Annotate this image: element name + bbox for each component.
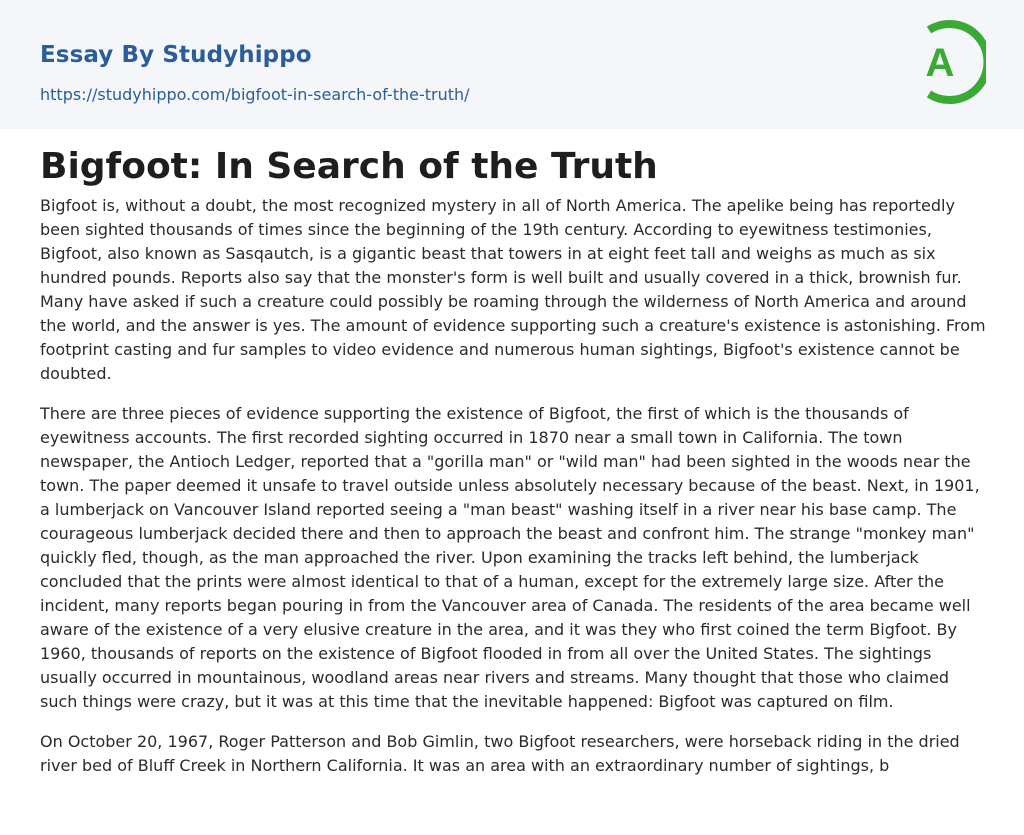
logo-letter: A <box>925 41 955 85</box>
studyhippo-a-logo-icon[interactable] <box>912 18 986 106</box>
essay-body <box>40 194 988 794</box>
essay-paragraph: Bigfoot is, without a doubt, the most recognized mystery in all of North America. The apelike being has reportedly been sighted thousands of times since the beginning of the 19th century. According to eyewitness testimonies, Bigfoot, also known as Sasqautch, is a gigantic beast that towers in at eight feet tall and weighs as much as six hundred pounds. Reports also say that the monster's form is well built and usually covered in a thick, brownish fur. Many have asked if such a creature could possibly be roaming through the wilderness of North America and around the world, and the answer is yes. The amount of evidence supporting such a creature's existence is astonishing. From footprint casting and fur samples to video evidence and numerous human sightings, Bigfoot's existence cannot be doubted. <box>40 196 986 383</box>
brand-title: Essay By Studyhippo <box>40 42 312 68</box>
essay-url-link[interactable]: https://studyhippo.com/bigfoot-in-search-of-the-truth/ <box>40 85 470 104</box>
essay-paragraph: On October 20, 1967, Roger Patterson and Bob Gimlin, two Bigfoot researchers, were horseback riding in the dried river bed of Bluff Creek in Northern California. It was an area with an extraordinary number of sightings, b <box>40 732 960 775</box>
essay-title: Bigfoot: In Search of the Truth <box>40 146 658 187</box>
site-header <box>0 0 1024 129</box>
essay-paragraph: There are three pieces of evidence supporting the existence of Bigfoot, the first of which is the thousands of eyewitness accounts. The first recorded sighting occurred in 1870 near a small town in California. The town newspaper, the Antioch Ledger, reported that a "gorilla man" or "wild man" had been sighted in the woods near the town. The paper deemed it unsafe to travel outside unless absolutely necessary because of the beast. Next, in 1901, a lumberjack on Vancouver Island reported seeing a "man beast" washing itself in a river near his base camp. The courageous lumberjack decided there and then to approach the beast and confront him. The strange "monkey man" quickly fled, though, as the man approached the river. Upon examining the tracks left behind, the lumberjack concluded that the prints were almost identical to that of a human, except for the extremely large size. After the incident, many reports began pouring in from the Vancouver area of Canada. The residents of the area became well aware of the existence of a very elusive creature in the area, and it was they who first coined the term Bigfoot. By 1960, thousands of reports on the existence of Bigfoot flooded in from all over the United States. The sightings usually occurred in mountainous, woodland areas near rivers and streams. Many thought that those who claimed such things were crazy, but it was at this time that the inevitable happened: Bigfoot was captured on film. <box>40 404 980 711</box>
